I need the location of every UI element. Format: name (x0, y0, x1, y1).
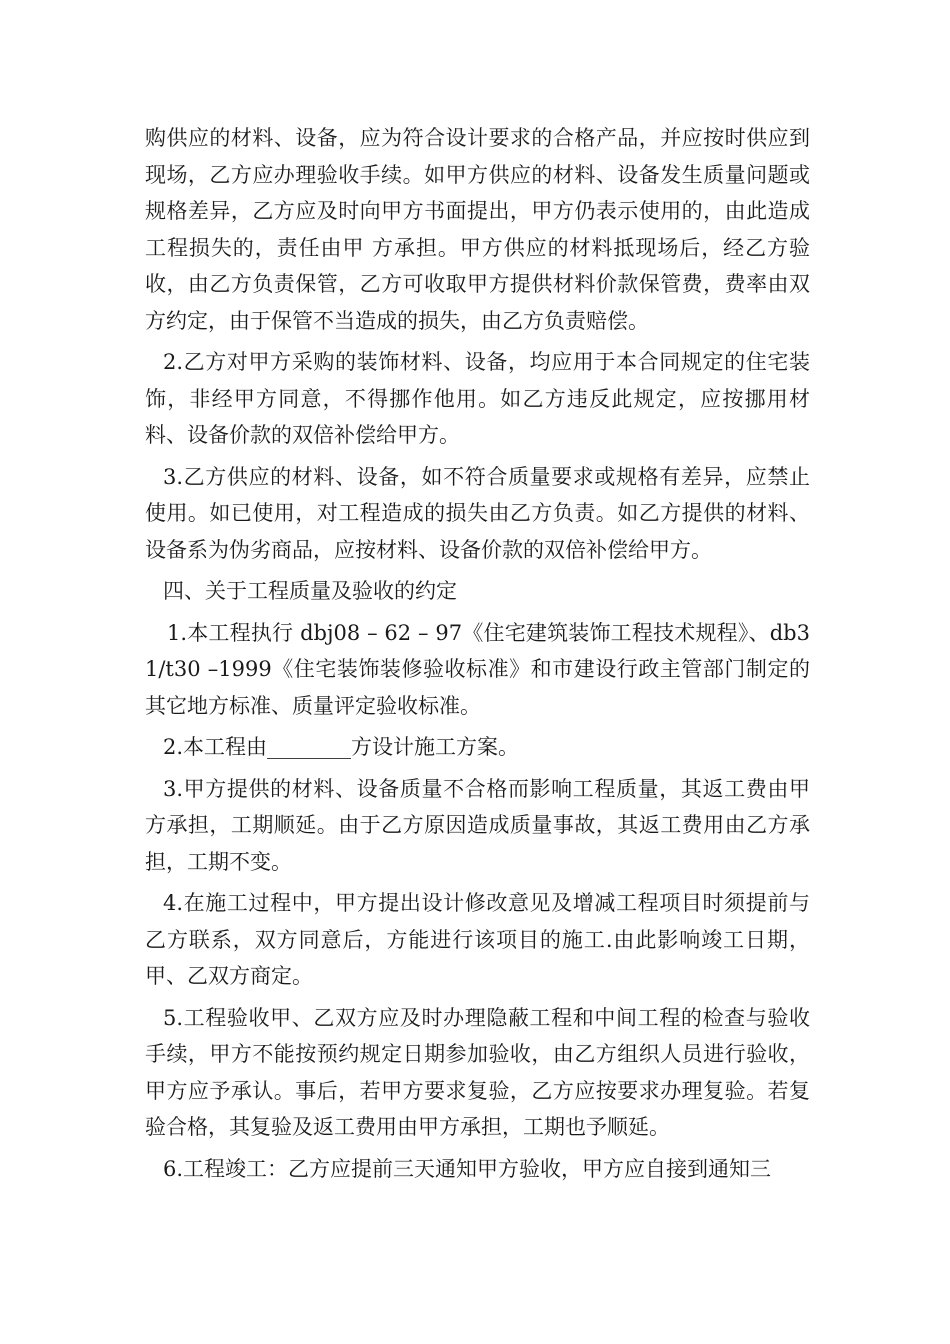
paragraph-item-2-design: 2.本工程由________方设计施工方案。 (163, 735, 520, 759)
paragraph-item-4-design-changes: 4.在施工过程中，甲方提出设计修改意见及增减工程项目时须提前与乙方联系，双方同意后，方能进行该项目的施工.由此影响竣工日期，甲、乙双方商定。 (145, 891, 810, 988)
paragraph-item-1-standards: 1.本工程执行 dbj08 – 62 – 97《住宅建筑装饰工程技术规程》、db31/t30 –1999《住宅装饰装修验收标准》和市建设行政主管部门制定的其它地方标准、质量评定验收标准。 (145, 620, 810, 718)
paragraph-item-5-acceptance: 5.工程验收甲、乙双方应及时办理隐蔽工程和中间工程的检查与验收手续，甲方不能按预约规定日期参加验收，由乙方组织人员进行验收，甲方应予承认。事后，若甲方要求复验，乙方应按要求办理复验。若复验合格，其复验及返工费用由甲方承担，工期也予顺延。 (145, 1005, 810, 1139)
section-heading-quality-acceptance: 四、关于工程质量及验收的约定 (163, 579, 457, 603)
paragraph-item-6-completion: 6.工程竣工：乙方应提前三天通知甲方验收，甲方应自接到通知三 (163, 1156, 772, 1181)
paragraph-item-3-rework: 3.甲方提供的材料、设备质量不合格而影响工程质量，其返工费由甲方承担，工期顺延。由于乙方原因造成质量事故，其返工费用由乙方承担，工期不变。 (145, 776, 810, 874)
paragraph-item-3-material-quality: 3.乙方供应的材料、设备，如不符合质量要求或规格有差异，应禁止使用。如已使用，对工程造成的损失由乙方负责。如乙方提供的材料、设备系为伪劣商品，应按材料、设备价款的双倍补偿给甲方。 (145, 464, 810, 562)
paragraph-materials-supply: 购供应的材料、设备，应为符合设计要求的合格产品，并应按时供应到 现场，乙方应办理验收手续。如甲方供应的材料、设备发生质量问题或规格差异，乙方应及时向甲方书面提出，甲方仍表示使用的，由此造成工程损失的，责任由甲 方承担。甲方供应的材料抵现场后，经乙方验收，由乙方负责保管，乙方可收取甲方提供材料价款保管费，费率由双方约定，由于保管不当造成的损失，由乙方负责赔偿。 (145, 126, 810, 333)
paragraph-item-2-material-use: 2.乙方对甲方采购的装饰材料、设备，均应用于本合同规定的住宅装饰，非经甲方同意，不得挪作他用。如乙方违反此规定，应按挪用材料、设备价款的双倍补偿给甲方。 (145, 350, 810, 447)
document-body (145, 120, 810, 1192)
